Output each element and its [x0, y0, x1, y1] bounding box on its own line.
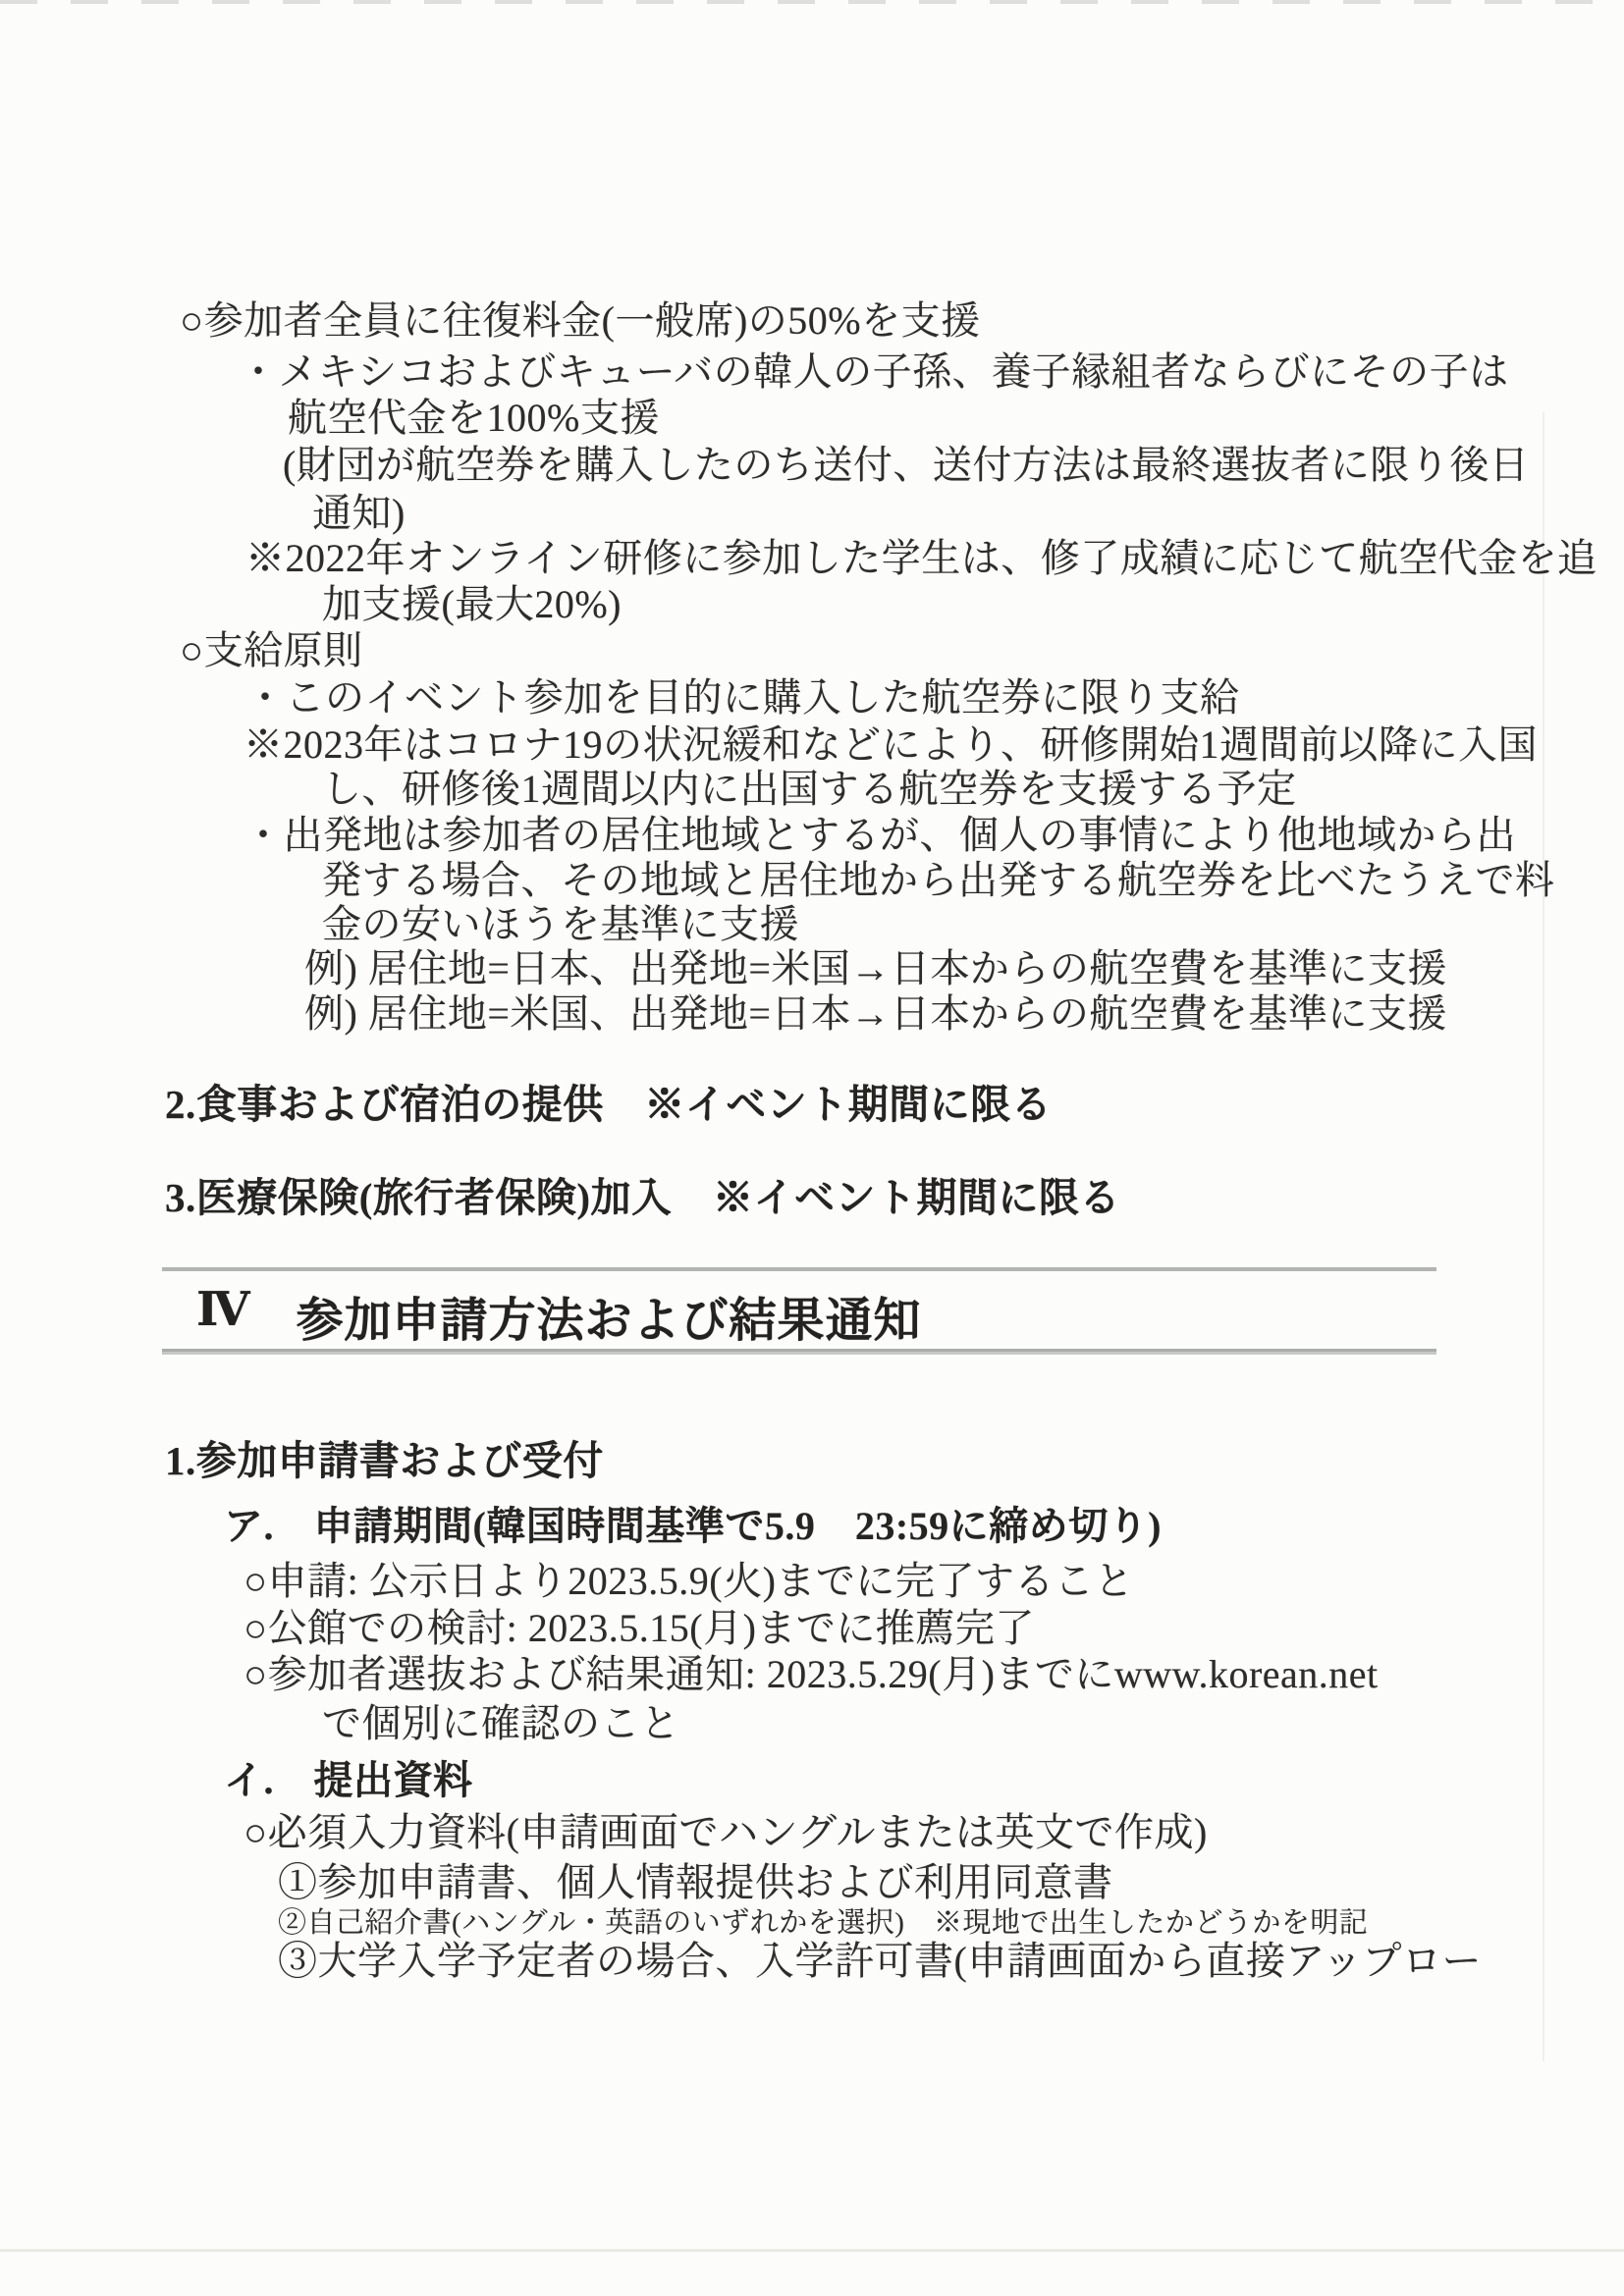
- divider-line-top: [162, 1267, 1436, 1271]
- text-line: 例) 居住地=日本、出発地=米国→日本からの航空費を基準に支援: [304, 946, 1447, 990]
- text-line: ※2023年はコロナ19の状況緩和などにより、研修開始1週間前以降に入国: [244, 722, 1538, 767]
- text-line: ○参加者全員に往復料金(一般席)の50%を支援: [180, 298, 981, 343]
- heading-meals-lodging: 2.食事および宿泊の提供 ※イベント期間に限る: [165, 1082, 1053, 1127]
- heading-application-form: 1.参加申請書および受付: [165, 1438, 604, 1483]
- heading-application-period: ア. 申請期間(韓国時間基準で5.9 23:59に締め切り): [224, 1504, 1162, 1548]
- text-line: 通知): [312, 491, 406, 535]
- heading-medical-insurance: 3.医療保険(旅行者保険)加入 ※イベント期間に限る: [165, 1175, 1121, 1220]
- text-line: 航空代金を100%支援: [288, 396, 660, 440]
- text-line: ○申請: 公示日より2023.5.9(火)までに完了すること: [244, 1559, 1134, 1603]
- text-line: 金の安いほうを基準に支援: [322, 902, 799, 946]
- heading-submission-documents: イ. 提出資料: [224, 1758, 473, 1802]
- text-line: 加支援(最大20%): [322, 582, 622, 626]
- text-line: ①参加申請書、個人情報提供および利用同意書: [278, 1860, 1113, 1904]
- text-line: 発する場合、その地域と居住地から出発する航空券を比べたうえで料: [322, 858, 1555, 902]
- text-line: ※2022年オンライン研修に参加した学生は、修了成績に応じて航空代金を追: [245, 536, 1597, 580]
- text-line: ○支給原則: [180, 628, 363, 672]
- text-line: ○参加者選抜および結果通知: 2023.5.29(月)までにwww.korean.net: [244, 1652, 1379, 1696]
- text-line: ・メキシコおよびキューバの韓人の子孫、養子縁組者ならびにその子は: [239, 349, 1509, 394]
- text-line: ・出発地は参加者の居住地域とするが、個人の事情により他地域から出: [244, 813, 1516, 857]
- text-line: で個別に確認のこと: [322, 1701, 680, 1745]
- scan-artifact-streak: [1543, 412, 1544, 2061]
- section-title: [196, 1282, 921, 1350]
- scan-artifact-top: [0, 0, 1624, 4]
- text-line: 例) 居住地=米国、出発地=日本→日本からの航空費を基準に支援: [304, 991, 1447, 1036]
- section-title-text: 参加申請方法および結果通知: [296, 1295, 922, 1347]
- text-line: ・このイベント参加を目的に購入した航空券に限り支給: [245, 675, 1240, 720]
- section-number: Ⅳ: [196, 1284, 251, 1336]
- divider-line-bottom: [162, 1349, 1436, 1355]
- text-line: ○公館での検討: 2023.5.15(月)までに推薦完了: [244, 1606, 1035, 1650]
- text-line: ②自己紹介書(ハングル・英語のいずれかを選択) ※現地で出生したかどうかを明記: [278, 1907, 1369, 1939]
- scan-artifact-bottom: [0, 2249, 1624, 2252]
- text-line: ○必須入力資料(申請画面でハングルまたは英文で作成): [244, 1810, 1208, 1854]
- text-line: ③大学入学予定者の場合、入学許可書(申請画面から直接アップロー: [278, 1939, 1483, 1983]
- text-line: (財団が航空券を購入したのち送付、送付方法は最終選抜者に限り後日: [283, 443, 1530, 487]
- text-line: し、研修後1週間以内に出国する航空券を支援する予定: [322, 767, 1297, 811]
